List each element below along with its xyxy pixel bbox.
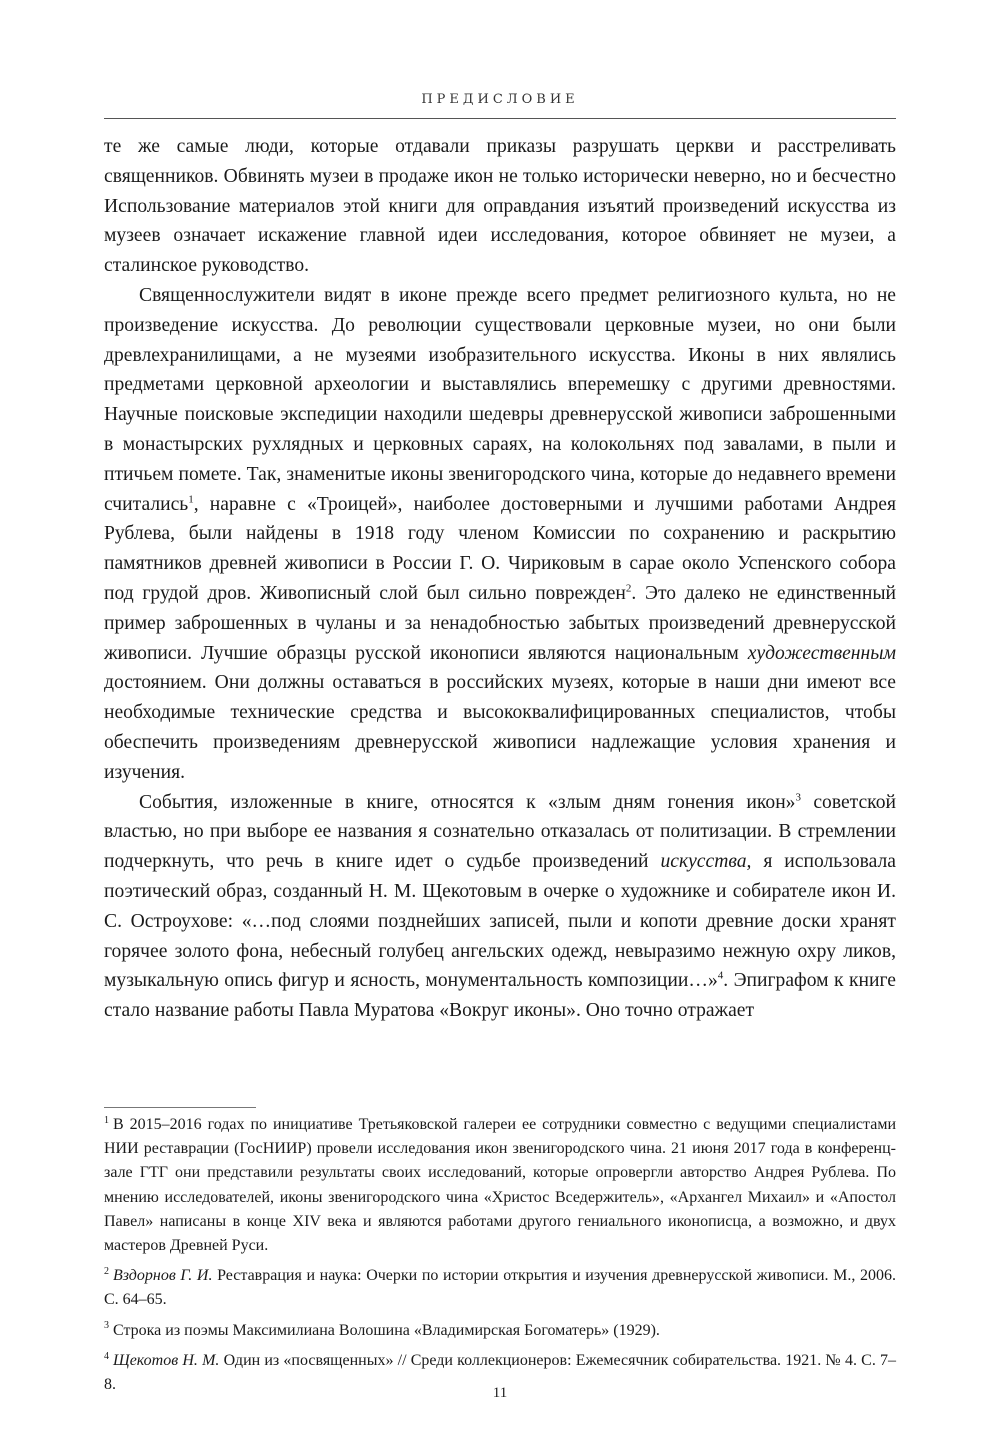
footnote-ref-4[interactable]: 4 [717,969,724,982]
main-text [104,132,896,1026]
footnote-4: $^4$ Щекотов Н. М. Один из «посвященных» // Среди коллекционеров: Ежемесячник собирательства. 1921. № 4. С. 7–8. [104,1350,897,1394]
header-rule [104,118,896,119]
footnote-2: $^2$ Вздорнов Г. И. Реставрация и наука: Очерки по истории открытия и изучения древнерусской живописи. М., 2006. С. 64–65. [104,1265,896,1309]
paragraph-3: События, изложенные в книге, относятся к «злым дням гонения икон»$^3$ советской властью, но при выборе ее названия я сознательно отказалась от политизации. В стремлении подчеркнуть, что речь в книге идет о судьбе произведений искусства, я использовала поэтический образ, созданный Н. М. Щекотовым в очерке о художнике и собирателе икон И. С. Остроухове: «…под слоями позднейших записей, пыли и копоти древние доски хранят горячее золото фона, небесный голубец ангельских одежд, невыразимо нежную охру ликов, музыкальную опись фигур и ясность, монументальность композиции…»$^4$. Эпиграфом к книге стало название работы Павла Муратова «Вокруг иконы». Оно точно отражает [104,791,896,1022]
footnote-ref-3[interactable]: 3 [795,791,801,803]
footnote-ref-2[interactable]: 2 [625,582,632,595]
page-number: 11 [492,1385,508,1401]
footnotes [104,1113,896,1403]
paragraph-1: те же самые люди, которые отдавали приказы разрушать церкви и расстреливать священников. Обвинять музеи в продаже икон не только исторически неверно, но и бесчестно Использование материалов этой книги для оправдания изъятий произведений искусства из музеев означает искажение главной идеи исследования, которое обвиняет не музеи, а сталинское руководство. [104,136,896,277]
footnote-rule [104,1107,256,1108]
footnote-1: $^1$ В 2015–2016 годах по инициативе Третьяковской галереи ее сотрудники совместно с ведущими специалистами НИИ реставрации (ГосНИИР) провели исследования икон звенигородского чина. 21 июня 2017 года в конференц-зале ГТГ они представили результаты своих исследований, которые опровергли авторство Андрея Рублева. По мнению исследователей, иконы звенигородского чина «Христос Вседержитель», «Архангел Михаил» и «Апостол Павел» написаны в конце XIV века и являются работами другого гениального иконописца, а возможно, и двух мастеров Древней Руси. [104,1114,896,1255]
paragraph-2: Священнослужители видят в иконе прежде всего предмет религиозного культа, но не произведение искусства. До революции существовали церковные музеи, но они были древлехранилищами, а не музеями изобразительного искусства. Иконы в них являлись предметами церковной археологии и выставлялись вперемешку с другими древностями. Научные поисковые экспедиции находили шедевры древнерусской живописи заброшенными в монастырских рухлядных и церковных сараях, на колокольнях под завалами, в пыли и птичьем помете. Так, знаменитые иконы звенигородского чина, которые до недавнего времени считались$^1$, наравне с «Троицей», наиболее достоверными и лучшими работами Андрея Рублева, были найдены в 1918 году членом Комиссии по сохранению и раскрытию памятников древней живописи в России Г. О. Чириковым в сарае около Успенского собора под грудой дров. Живописный слой был сильно поврежден$^2$. Это далеко не единственный пример заброшенных в чуланы и за ненадобностью забытых произведений древнерусской живописи. Лучшие образцы русской иконописи являются национальным художественным достоянием. Они должны оставаться в российских музеях, которые в наши дни имеют все необходимые технические средства и высококвалифицированных специалистов, чтобы обеспечить произведениям древнерусской живописи надлежащие условия хранения и изучения. [104,284,897,783]
running-head: ПРЕДИСЛОВИЕ [421,92,579,107]
footnote-3: $^3$ Строка из поэмы Максимилиана Волошина «Владимирская Богоматерь» (1929). [104,1320,660,1339]
footnote-ref-1[interactable]: 1 [188,493,194,506]
